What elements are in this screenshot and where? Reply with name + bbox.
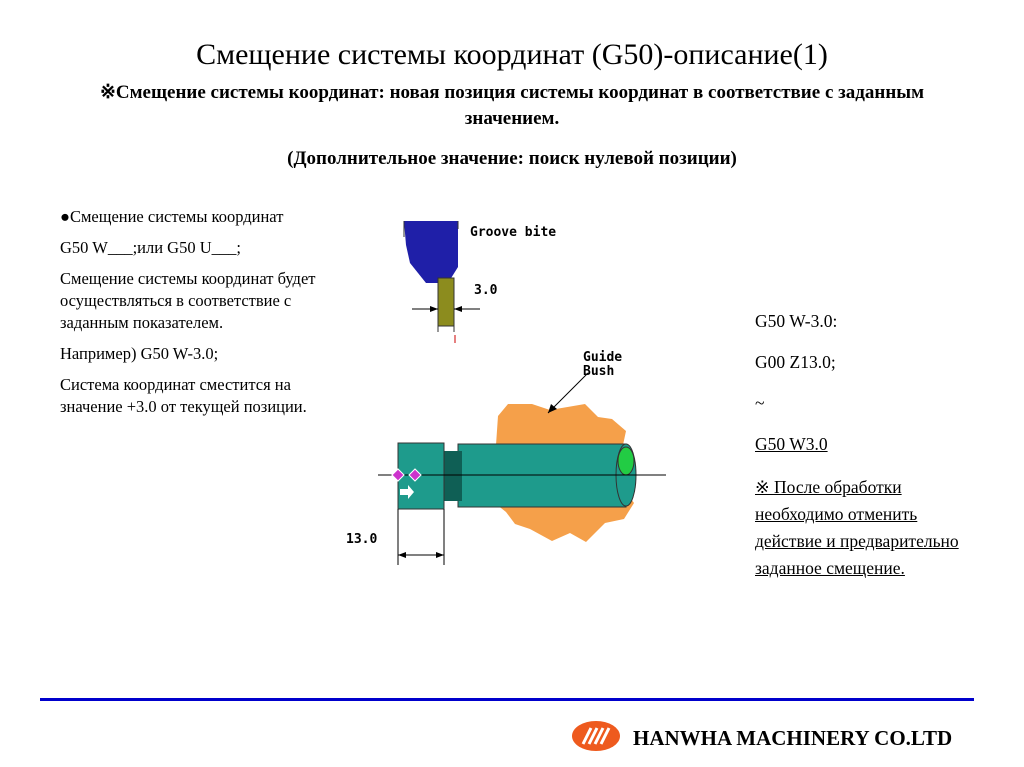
left-result: Система координат сместится на значение +3.0 от текущей позиции. <box>60 375 307 416</box>
tool-label: Groove bite <box>470 225 557 240</box>
right-column <box>755 310 985 600</box>
page-title: Смещение системы координат (G50)-описание(1) <box>196 38 828 71</box>
workpiece-neck <box>442 451 462 501</box>
tool-holder <box>404 221 458 283</box>
workpiece-front <box>398 443 444 509</box>
left-heading: ●Смещение системы координат <box>60 207 284 226</box>
program-line-4: G50 W3.0 <box>755 434 828 454</box>
left-example: Например) G50 W-3.0; <box>60 344 219 363</box>
bush-label-line2: Bush <box>583 364 615 379</box>
page-subtitle: ※Смещение системы координат: новая позиция системы координат в соответствие с заданным значением. <box>99 82 925 129</box>
program-line-1: G50 W-3.0: <box>755 311 838 331</box>
workpiece-offset-label: 13.0 <box>346 532 378 547</box>
left-description: Смещение системы координат будет осуществляться в соответствие с заданным показателем. <box>60 269 316 332</box>
company-name: HANWHA MACHINERY CO.LTD <box>633 726 953 750</box>
tool-insert <box>438 278 454 326</box>
chuck-end <box>618 447 634 475</box>
program-line-3: ~ <box>755 393 765 413</box>
cancel-note: ※ После обработки необходимо отменить действие и предварительно заданное смещение. <box>755 477 959 578</box>
bush-label-line1: Guide <box>583 350 623 365</box>
coordinate-shift-diagram <box>330 205 690 575</box>
hanwha-logo-icon <box>571 718 621 754</box>
footer-divider <box>40 698 974 701</box>
program-line-2: G00 Z13.0; <box>755 352 836 372</box>
left-syntax: G50 W___;или G50 U___; <box>60 238 241 257</box>
left-column <box>60 206 320 427</box>
extra-note: (Дополнительное значение: поиск нулевой позиции) <box>287 148 737 169</box>
tool-offset-label: 3.0 <box>474 283 498 298</box>
